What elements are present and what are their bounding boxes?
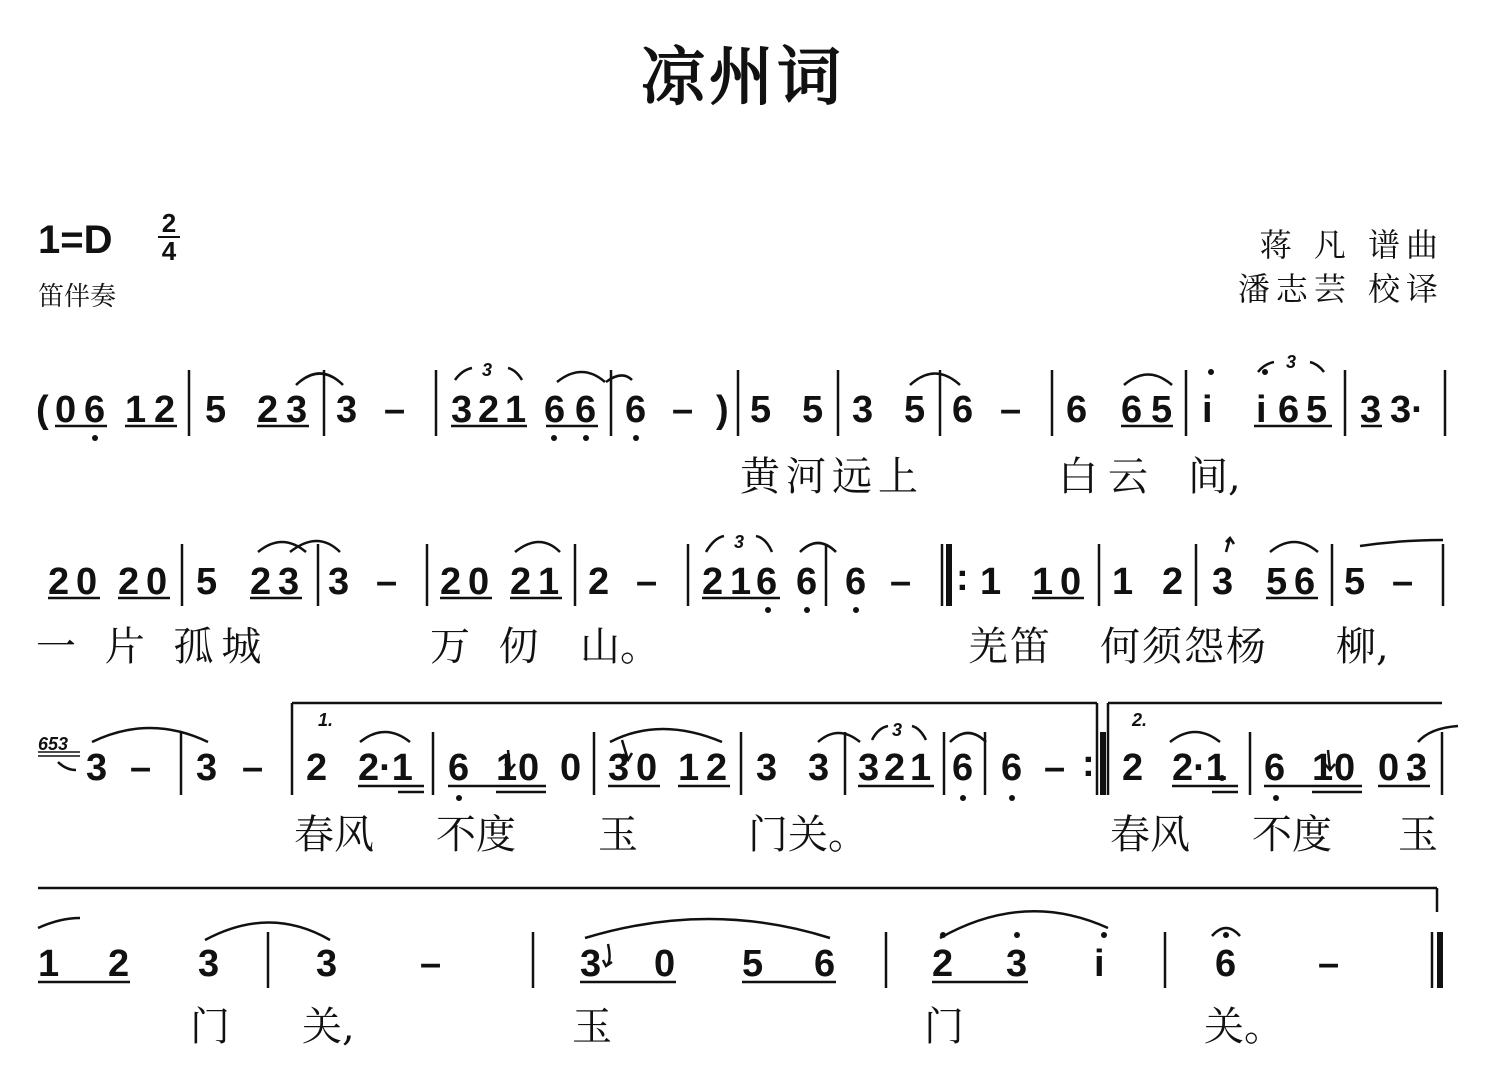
note: 3 xyxy=(756,747,778,789)
lyric: 黄河远上 xyxy=(740,454,924,500)
note: 0 xyxy=(654,943,676,985)
note: 3 xyxy=(808,747,830,789)
lyric: 门 xyxy=(190,1004,230,1050)
note: 1 xyxy=(505,389,527,431)
note: 3 xyxy=(316,943,338,985)
triplet-mark: 3 xyxy=(482,360,493,380)
note: 0 xyxy=(1378,747,1400,789)
note: 1 xyxy=(678,747,700,789)
note: 2 xyxy=(118,561,140,603)
note: 2·1 xyxy=(358,747,413,789)
note: 0 xyxy=(1334,747,1356,789)
note: 2 xyxy=(1122,747,1144,789)
grace-notes: 653 xyxy=(38,734,69,754)
note: 2 xyxy=(306,747,328,789)
notes-line-1 xyxy=(36,352,1424,431)
note: 6 xyxy=(796,561,818,603)
note: 6 xyxy=(952,747,974,789)
note: 3 xyxy=(1212,561,1234,603)
note: 2 xyxy=(440,561,462,603)
editor-credit: 潘志芸 校译 xyxy=(1237,270,1444,308)
note: 2 xyxy=(1162,561,1184,603)
lyric: 玉 xyxy=(572,1004,612,1050)
lyric: 不度 xyxy=(436,812,516,858)
note: 6 xyxy=(952,389,974,431)
note: 2 xyxy=(588,561,610,603)
note: 6 xyxy=(1215,943,1237,985)
note: 1 xyxy=(1032,561,1054,603)
note: 6 xyxy=(756,561,778,603)
note: – xyxy=(1044,747,1066,789)
notes-line-2 xyxy=(48,532,1413,603)
note: – xyxy=(890,561,912,603)
note: 3 xyxy=(198,943,220,985)
lyric: 间, xyxy=(1188,454,1241,500)
note: – xyxy=(672,389,694,431)
lyric: 万 仞 xyxy=(430,624,547,670)
note: 6 xyxy=(1264,747,1286,789)
note: 6 xyxy=(1001,747,1023,789)
note: 3 xyxy=(852,389,874,431)
lyrics-line-4 xyxy=(190,1004,1284,1050)
note: i xyxy=(1094,943,1105,985)
note: ( xyxy=(36,389,49,431)
note: 2 xyxy=(884,747,906,789)
lyric: 一 片 孤城 xyxy=(36,624,270,670)
note: 1 xyxy=(125,389,147,431)
note: 5 xyxy=(1306,389,1328,431)
time-signature-bottom: 4 xyxy=(161,236,177,266)
note: 1 xyxy=(910,747,932,789)
note: – xyxy=(242,747,264,789)
note: ) xyxy=(716,389,729,431)
note: 3 xyxy=(608,747,630,789)
note: – xyxy=(1392,561,1414,603)
note: 6 xyxy=(1121,389,1143,431)
note: 3· xyxy=(1390,389,1424,431)
note: 2 xyxy=(510,561,532,603)
lyric: 门 xyxy=(924,1004,964,1050)
lyric: 门关。 xyxy=(748,812,868,858)
note: 3 xyxy=(86,747,108,789)
note: i xyxy=(1256,389,1267,431)
note: 6 xyxy=(1278,389,1300,431)
lyric: 玉 xyxy=(1398,812,1438,858)
note: 1 xyxy=(38,943,60,985)
note: 3 xyxy=(1006,943,1028,985)
note: 5 xyxy=(1344,561,1366,603)
lyric: 羌笛 xyxy=(968,624,1052,670)
note: – xyxy=(1318,943,1340,985)
note: 6 xyxy=(1066,389,1088,431)
note: 5 xyxy=(1266,561,1288,603)
note: 3 xyxy=(858,747,880,789)
note: 2·1 xyxy=(1172,747,1227,789)
svg-text::: : xyxy=(1082,743,1095,785)
lyrics-line-2 xyxy=(36,624,1389,670)
note: 0 xyxy=(1060,561,1082,603)
key-signature: 1=D xyxy=(38,218,113,262)
note: 1 xyxy=(1312,747,1334,789)
note: 3 xyxy=(1406,747,1428,789)
note: – xyxy=(420,943,442,985)
lyric: 关。 xyxy=(1204,1004,1284,1050)
page-title: 凉州词 xyxy=(641,40,845,115)
note: 2 xyxy=(108,943,130,985)
lyric: 白云 xyxy=(1058,454,1158,500)
lyric: 不度 xyxy=(1252,812,1332,858)
note: 5 xyxy=(904,389,926,431)
note: 5 xyxy=(750,389,772,431)
time-signature-top: 2 xyxy=(161,208,177,238)
ending-2-label: 2. xyxy=(1132,710,1148,730)
note: 5 xyxy=(196,561,218,603)
note: 0 xyxy=(468,561,490,603)
lyric: 何须怨杨 xyxy=(1100,624,1268,670)
note: 0 xyxy=(560,747,582,789)
triplet-mark: 3 xyxy=(1286,352,1297,372)
note: 0 xyxy=(55,389,77,431)
note: – xyxy=(384,389,406,431)
note: 1 xyxy=(730,561,752,603)
note: 6 xyxy=(625,389,647,431)
lyrics-line-1 xyxy=(740,454,1241,500)
note: – xyxy=(130,747,152,789)
lyric: 玉 xyxy=(598,812,638,858)
note: 0 xyxy=(76,561,98,603)
note: 5 xyxy=(802,389,824,431)
note: 6 xyxy=(845,561,867,603)
note: 3 xyxy=(278,561,300,603)
lyric: 关, xyxy=(302,1004,355,1050)
lyrics-line-3 xyxy=(294,812,1438,858)
note: 3 xyxy=(1360,389,1382,431)
note: 2 xyxy=(257,389,279,431)
note: 0 xyxy=(518,747,540,789)
lyric: 春风 xyxy=(294,812,374,858)
note: 3 xyxy=(580,943,602,985)
note: 2 xyxy=(478,389,500,431)
note: – xyxy=(376,561,398,603)
note: 6 xyxy=(448,747,470,789)
note: 5 xyxy=(205,389,227,431)
note: 6 xyxy=(814,943,836,985)
note: 2 xyxy=(932,943,954,985)
note: 3 xyxy=(196,747,218,789)
note: 5 xyxy=(742,943,764,985)
note: 3 xyxy=(451,389,473,431)
note: 5 xyxy=(1151,389,1173,431)
note: 1 xyxy=(1112,561,1134,603)
note: 3 xyxy=(336,389,358,431)
notes-line-4 xyxy=(38,943,1339,985)
note: 2 xyxy=(706,747,728,789)
note: 3 xyxy=(328,561,350,603)
notes-line-3 xyxy=(38,710,1427,789)
ending-1-label: 1. xyxy=(318,710,334,730)
note: i xyxy=(1202,389,1213,431)
note: 1 xyxy=(538,561,560,603)
triplet-mark: 3 xyxy=(734,532,745,552)
note: 3 xyxy=(286,389,308,431)
lyric: 山。 xyxy=(580,624,660,670)
note: 6 xyxy=(544,389,566,431)
note: 6 xyxy=(84,389,106,431)
lyric: 柳, xyxy=(1336,624,1389,670)
accompaniment-note: 笛伴奏 xyxy=(38,282,117,312)
note: 6 xyxy=(575,389,597,431)
note: 1 xyxy=(980,561,1002,603)
composer-credit: 蒋 凡 谱曲 xyxy=(1259,226,1444,264)
note: 1 xyxy=(496,747,518,789)
note: 2 xyxy=(48,561,70,603)
lyric: 春风 xyxy=(1110,812,1190,858)
svg-text::: : xyxy=(956,557,969,599)
note: 2 xyxy=(702,561,724,603)
note: 0 xyxy=(146,561,168,603)
note: – xyxy=(1000,389,1022,431)
note: 6 xyxy=(1294,561,1316,603)
triplet-mark: 3 xyxy=(892,720,903,740)
note: 2 xyxy=(250,561,272,603)
note: 2 xyxy=(154,389,176,431)
note: 0 xyxy=(636,747,658,789)
note: – xyxy=(636,561,658,603)
